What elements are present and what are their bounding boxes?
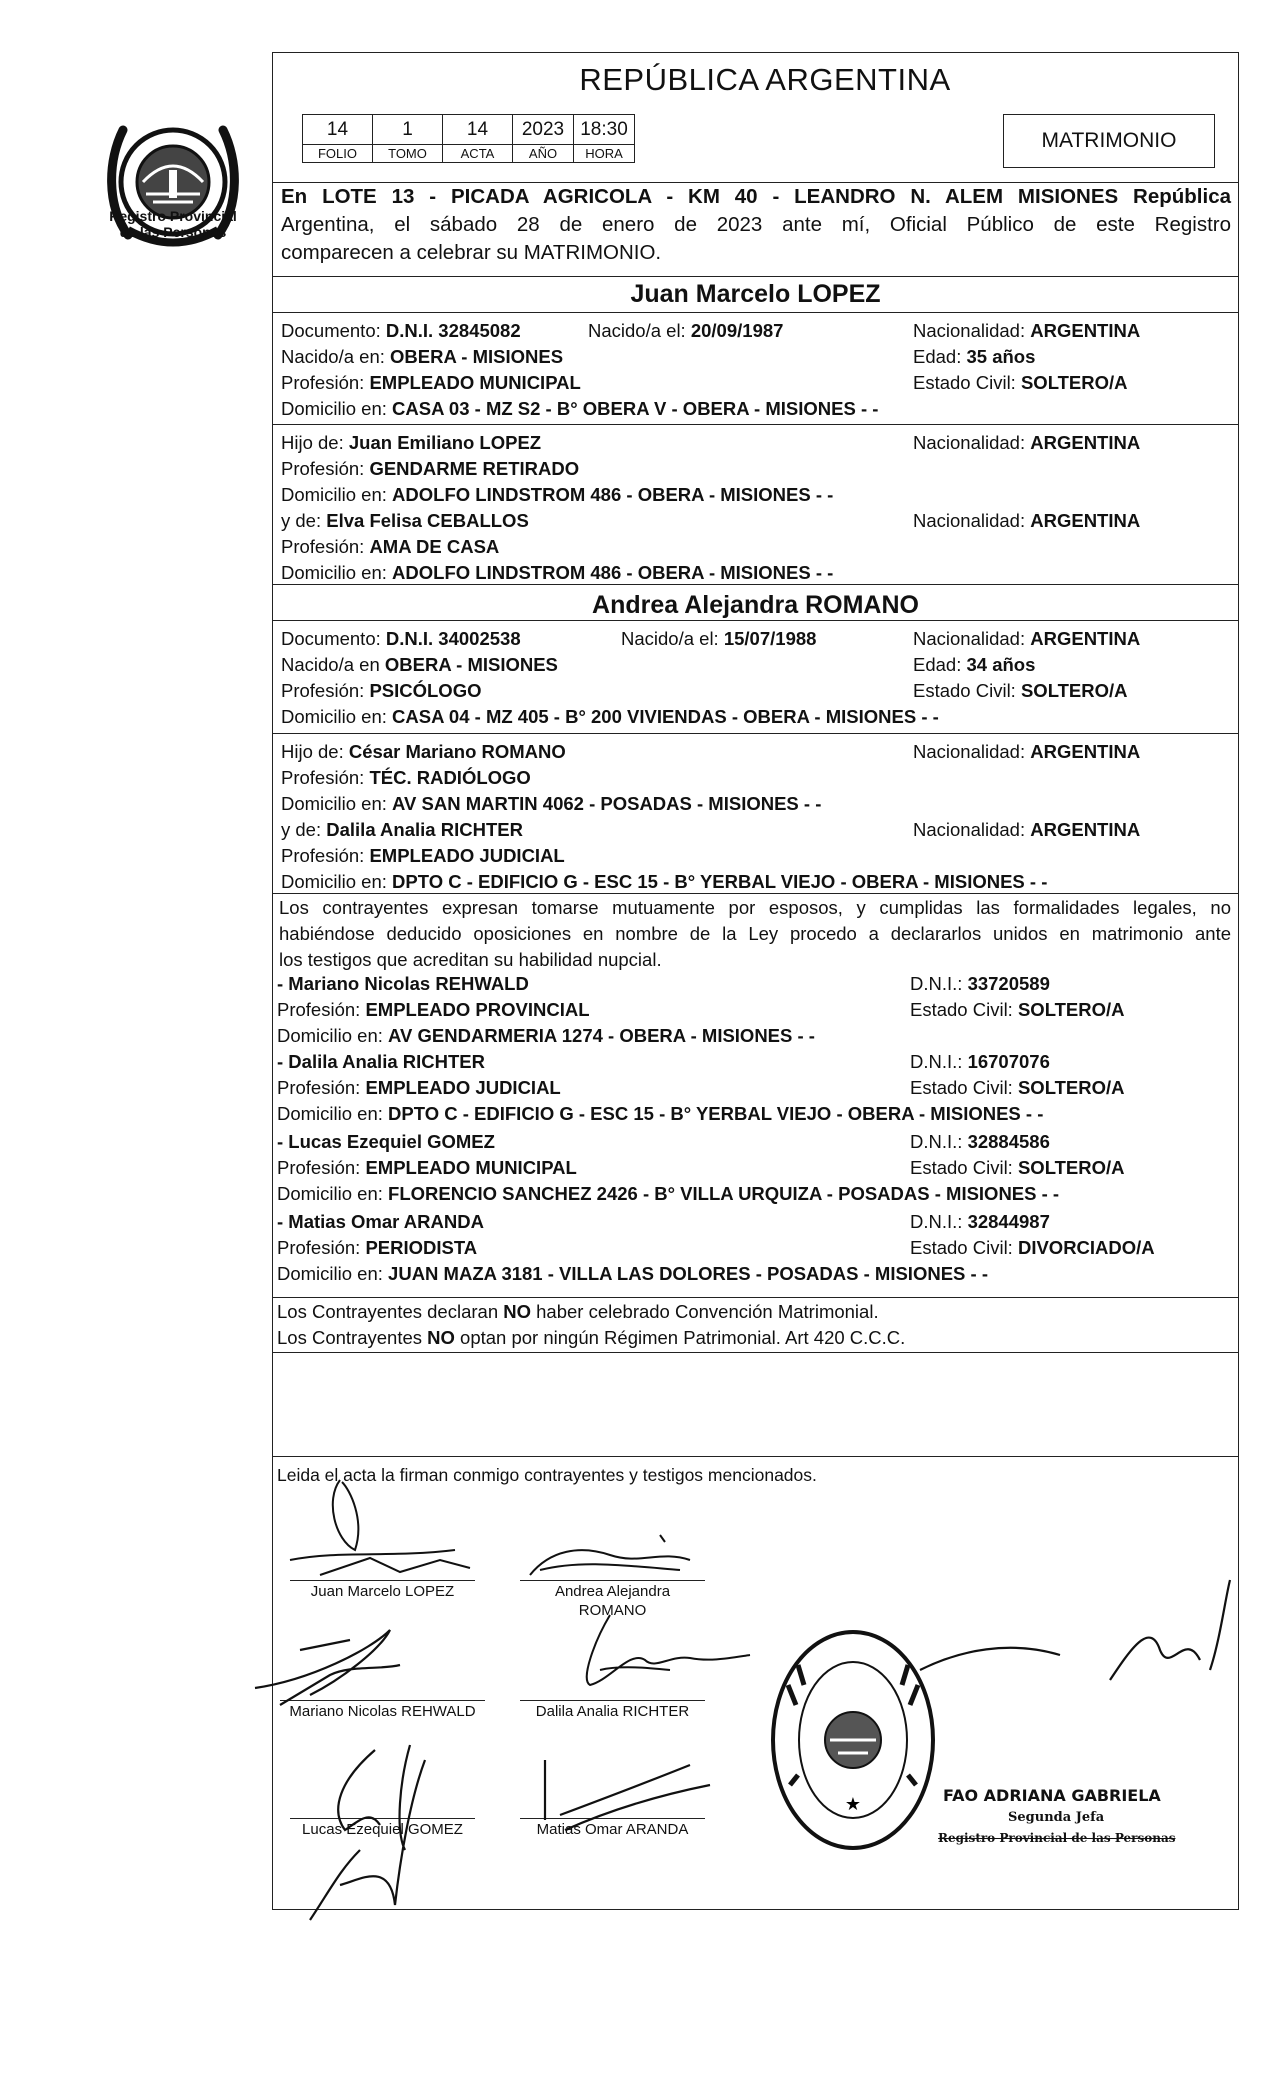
label: Estado Civil: (910, 1077, 1013, 1098)
label: Profesión: (277, 1077, 361, 1098)
spouse2-padre-dom (281, 793, 821, 815)
value: AMA DE CASA (369, 536, 500, 557)
signature-scribble-lucas (300, 1740, 500, 1930)
hora-value: 18:30 (574, 115, 635, 145)
value: - Lucas Ezequiel GOMEZ (277, 1131, 495, 1152)
label: Estado Civil: (913, 680, 1016, 701)
spouse2-domicilio (281, 706, 939, 728)
witness-prof (277, 1237, 477, 1259)
spouse1-documento (281, 320, 521, 342)
acta-value: 14 (443, 115, 513, 145)
label: y de: (281, 510, 322, 531)
signature-scribble-matias (540, 1750, 720, 1840)
spouse2-nacido-el (621, 628, 816, 650)
label: Profesión: (277, 1157, 361, 1178)
label: Edad: (913, 346, 962, 367)
value: Registro Provincial de las Personas (938, 1831, 1176, 1845)
spouse2-nacido-en (281, 654, 558, 676)
divider (272, 312, 1239, 313)
witness-estado (910, 999, 1125, 1021)
convention-note (277, 1301, 879, 1323)
label: Profesión: (277, 1237, 361, 1258)
spouse1-estado (913, 372, 1128, 394)
svg-text:★: ★ (844, 1794, 862, 1815)
label: Domicilio en: (281, 398, 387, 419)
spouse2-padre (281, 741, 566, 763)
folio-value: 14 (303, 115, 373, 145)
spouse1-madre (281, 510, 529, 532)
text-bold: NO (427, 1327, 455, 1348)
value: EMPLEADO JUDICIAL (369, 845, 565, 866)
sig-dalila-label: Dalila Analia RICHTER (535, 1703, 690, 1720)
value: Segunda Jefa (1008, 1810, 1105, 1825)
label: D.N.I.: (910, 973, 963, 994)
witness-name (277, 973, 529, 995)
spouse2-madre-dom (281, 871, 1047, 893)
spouse1-padre-prof (281, 458, 579, 480)
text-bold: NO (503, 1301, 531, 1322)
officer-title (1008, 1807, 1104, 1829)
value: JUAN MAZA 3181 - VILLA LAS DOLORES - POSADAS - MISIONES - - (388, 1263, 988, 1284)
divider (272, 276, 1239, 277)
label: Documento: (281, 628, 381, 649)
value: FAO ADRIANA GABRIELA (943, 1786, 1161, 1805)
text: Los Contrayentes (277, 1327, 428, 1348)
value: EMPLEADO JUDICIAL (365, 1077, 561, 1098)
witness-estado (910, 1077, 1125, 1099)
value: 15/07/1988 (723, 628, 817, 649)
label: Profesión: (281, 372, 365, 393)
value: - Dalila Analia RICHTER (277, 1051, 485, 1072)
logo-caption-line1: Registro Provincial (109, 208, 237, 224)
signature-scribble-andrea (520, 1530, 720, 1590)
spouse1-padre-dom (281, 484, 833, 506)
tomo-value: 1 (373, 115, 443, 145)
value: 34 años (966, 654, 1036, 675)
witness-prof (277, 1157, 577, 1179)
value: SOLTERO/A (1020, 680, 1128, 701)
label: Nacido/a el: (588, 320, 686, 341)
intro-paragraph (281, 183, 1231, 267)
sig-matias-label: Matias Omar ARANDA (536, 1821, 689, 1838)
label: Nacionalidad: (913, 320, 1026, 341)
folio-label: FOLIO (303, 145, 373, 163)
spouse2-madre-prof (281, 845, 565, 867)
value: ARGENTINA (1030, 628, 1141, 649)
value: ARGENTINA (1030, 432, 1141, 453)
label: Estado Civil: (910, 1237, 1013, 1258)
divider (272, 733, 1239, 734)
label: Domicilio en: (281, 562, 387, 583)
label: Profesión: (281, 767, 365, 788)
witness-dom (277, 1263, 988, 1285)
label: Domicilio en: (281, 871, 387, 892)
label: Domicilio en: (281, 484, 387, 505)
value: SOLTERO/A (1017, 1157, 1125, 1178)
value: AV GENDARMERIA 1274 - OBERA - MISIONES - - (388, 1025, 815, 1046)
sig-juan-label: Juan Marcelo LOPEZ (310, 1583, 455, 1600)
label: Estado Civil: (910, 1157, 1013, 1178)
province-logo (98, 70, 248, 300)
label: Profesión: (281, 680, 365, 701)
value: ARGENTINA (1030, 320, 1141, 341)
declaration-line-2: habiéndose deducido oposiciones en nombre de la Ley procedo a declararlos unidos en matrimonio ante (279, 923, 1231, 944)
signature-scribble-dalila (560, 1610, 760, 1700)
label: Profesión: (281, 845, 365, 866)
witness-dom (277, 1103, 1043, 1125)
value: - Matias Omar ARANDA (277, 1211, 484, 1232)
value: ADOLFO LINDSTROM 486 - OBERA - MISIONES - - (392, 484, 834, 505)
officer-name (943, 1785, 1161, 1807)
value: SOLTERO/A (1017, 1077, 1125, 1098)
value: DIVORCIADO/A (1017, 1237, 1155, 1258)
sig-andrea-line2: ROMANO (578, 1602, 647, 1619)
spouse2-name: Andrea Alejandra ROMANO (592, 591, 919, 619)
witness-dni (910, 1211, 1050, 1233)
value: 35 años (966, 346, 1036, 367)
regime-note (277, 1327, 905, 1349)
label: Domicilio en: (277, 1263, 383, 1284)
spouse2-profesion (281, 680, 481, 702)
spouse1-name: Juan Marcelo LOPEZ (630, 280, 881, 308)
label: Nacido/a en (281, 654, 380, 675)
signature-scribble-officer (900, 1580, 1230, 1690)
officer-org (938, 1827, 1176, 1849)
value: 32844987 (967, 1211, 1050, 1232)
anio-label: AÑO (513, 145, 574, 163)
label: Documento: (281, 320, 381, 341)
witness-estado (910, 1237, 1155, 1259)
value: EMPLEADO MUNICIPAL (369, 372, 581, 393)
value: Dalila Analia RICHTER (326, 819, 523, 840)
value: GENDARME RETIRADO (369, 458, 580, 479)
label: Domicilio en: (277, 1025, 383, 1046)
label: D.N.I.: (910, 1051, 963, 1072)
witness-dni (910, 1131, 1050, 1153)
label: Profesión: (281, 458, 365, 479)
value: OBERA - MISIONES (390, 346, 564, 367)
text: haber celebrado Convención Matrimonial. (531, 1301, 879, 1322)
witness-dni (910, 1051, 1050, 1073)
signature-scribble-juan (280, 1480, 490, 1590)
value: ARGENTINA (1030, 510, 1141, 531)
value: 16707076 (967, 1051, 1050, 1072)
label: Nacido/a en: (281, 346, 385, 367)
label: Domicilio en: (281, 793, 387, 814)
value: DPTO C - EDIFICIO G - ESC 15 - B° YERBAL VIEJO - OBERA - MISIONES - - (388, 1103, 1044, 1124)
divider (272, 1456, 1239, 1457)
label: Hijo de: (281, 432, 344, 453)
value: EMPLEADO MUNICIPAL (365, 1157, 577, 1178)
value: 32884586 (967, 1131, 1050, 1152)
spouse2-nacionalidad (913, 628, 1140, 650)
label: D.N.I.: (910, 1211, 963, 1232)
signature-line (520, 1700, 705, 1701)
divider (272, 424, 1239, 425)
sig-andrea-line1: Andrea Alejandra (554, 1583, 671, 1600)
label: Nacido/a el: (621, 628, 719, 649)
value: AV SAN MARTIN 4062 - POSADAS - MISIONES - - (392, 793, 822, 814)
spouse1-nacido-el (588, 320, 783, 342)
spouse1-edad (913, 346, 1035, 368)
spouse1-padre-nac (913, 432, 1140, 454)
witness-name (277, 1051, 485, 1073)
divider (272, 584, 1239, 585)
intro-line-2: Argentina, el sábado 28 de enero de 2023 ante mí, Oficial Público de este Registro (281, 213, 1231, 236)
value: Juan Emiliano LOPEZ (348, 432, 542, 453)
label: Nacionalidad: (913, 628, 1026, 649)
label: D.N.I.: (910, 1131, 963, 1152)
label: Domicilio en: (277, 1103, 383, 1124)
spouse1-madre-nac (913, 510, 1140, 532)
value: ARGENTINA (1030, 741, 1141, 762)
value: DPTO C - EDIFICIO G - ESC 15 - B° YERBAL VIEJO - OBERA - MISIONES - - (392, 871, 1048, 892)
declaration-paragraph (279, 895, 1231, 973)
value: D.N.I. 32845082 (385, 320, 521, 341)
intro-line-1: En LOTE 13 - PICADA AGRICOLA - KM 40 - LEANDRO N. ALEM MISIONES República (281, 185, 1231, 208)
spouse2-padre-prof (281, 767, 531, 789)
value: SOLTERO/A (1020, 372, 1128, 393)
value: TÉC. RADIÓLOGO (369, 767, 531, 788)
witness-prof (277, 999, 590, 1021)
spouse2-padre-nac (913, 741, 1140, 763)
spouse2-documento (281, 628, 521, 650)
witness-dom (277, 1025, 815, 1047)
value: D.N.I. 34002538 (385, 628, 521, 649)
label: Estado Civil: (913, 372, 1016, 393)
acta-label: ACTA (443, 145, 513, 163)
spouse1-madre-dom (281, 562, 833, 584)
hora-label: HORA (574, 145, 635, 163)
record-type-box: MATRIMONIO (1003, 114, 1215, 168)
registry-table (302, 114, 635, 163)
value: PSICÓLOGO (369, 680, 482, 701)
signature-scribble-mariano (250, 1610, 490, 1710)
value: EMPLEADO PROVINCIAL (365, 999, 590, 1020)
spouse1-padre (281, 432, 541, 454)
witness-dom (277, 1183, 1059, 1205)
spouse1-nacionalidad (913, 320, 1140, 342)
witness-prof (277, 1077, 561, 1099)
sig-lucas-label: Lucas Ezequiel GOMEZ (302, 1821, 463, 1838)
witness-estado (910, 1157, 1125, 1179)
label: Nacionalidad: (913, 510, 1026, 531)
label: Nacionalidad: (913, 819, 1026, 840)
declaration-line-1: Los contrayentes expresan tomarse mutuamente por esposos, y cumplidas las formalidades legales, no (279, 897, 1231, 918)
spouse1-nacido-en (281, 346, 563, 368)
country-title: REPÚBLICA ARGENTINA (579, 62, 951, 97)
label: Nacionalidad: (913, 432, 1026, 453)
spouse1-madre-prof (281, 536, 499, 558)
spouse2-edad (913, 654, 1035, 676)
spouse2-estado (913, 680, 1128, 702)
spouse1-domicilio (281, 398, 878, 420)
signatures-intro: Leida el acta la firman conmigo contrayentes y testigos mencionados. (277, 1465, 817, 1485)
label: Hijo de: (281, 741, 344, 762)
value: - Mariano Nicolas REHWALD (277, 973, 529, 994)
declaration-line-3: los testigos que acreditan su habilidad nupcial. (279, 949, 662, 970)
label: Domicilio en: (281, 706, 387, 727)
witness-name (277, 1131, 495, 1153)
witness-dni (910, 973, 1050, 995)
witness-name (277, 1211, 484, 1233)
label: y de: (281, 819, 322, 840)
value: ARGENTINA (1030, 819, 1141, 840)
tomo-label: TOMO (373, 145, 443, 163)
anio-value: 2023 (513, 115, 574, 145)
label: Estado Civil: (910, 999, 1013, 1020)
label: Edad: (913, 654, 962, 675)
value: SOLTERO/A (1017, 999, 1125, 1020)
value: Elva Felisa CEBALLOS (326, 510, 529, 531)
label: Domicilio en: (277, 1183, 383, 1204)
divider (272, 1352, 1239, 1353)
label: Profesión: (281, 536, 365, 557)
label: Nacionalidad: (913, 741, 1026, 762)
value: César Mariano ROMANO (348, 741, 566, 762)
text: Los Contrayentes declaran (277, 1301, 504, 1322)
spouse2-madre (281, 819, 523, 841)
value: PERIODISTA (365, 1237, 478, 1258)
value: OBERA - MISIONES (384, 654, 558, 675)
value: FLORENCIO SANCHEZ 2426 - B° VILLA URQUIZA - POSADAS - MISIONES - - (388, 1183, 1060, 1204)
value: CASA 03 - MZ S2 - B° OBERA V - OBERA - MISIONES - - (392, 398, 879, 419)
divider (272, 893, 1239, 894)
value: 33720589 (967, 973, 1050, 994)
spouse1-profesion (281, 372, 581, 394)
text: optan por ningún Régimen Patrimonial. Art 420 C.C.C. (454, 1327, 906, 1348)
value: 20/09/1987 (690, 320, 784, 341)
intro-line-3: comparecen a celebrar su MATRIMONIO. (281, 241, 662, 264)
spouse2-madre-nac (913, 819, 1140, 841)
logo-caption-line2: de las Personas (119, 224, 227, 240)
logo-caption (88, 208, 258, 240)
value: CASA 04 - MZ 405 - B° 200 VIVIENDAS - OBERA - MISIONES - - (392, 706, 939, 727)
label: Profesión: (277, 999, 361, 1020)
divider (272, 620, 1239, 621)
value: ADOLFO LINDSTROM 486 - OBERA - MISIONES - - (392, 562, 834, 583)
sig-mariano-label: Mariano Nicolas REHWALD (289, 1703, 476, 1720)
divider (272, 1297, 1239, 1298)
